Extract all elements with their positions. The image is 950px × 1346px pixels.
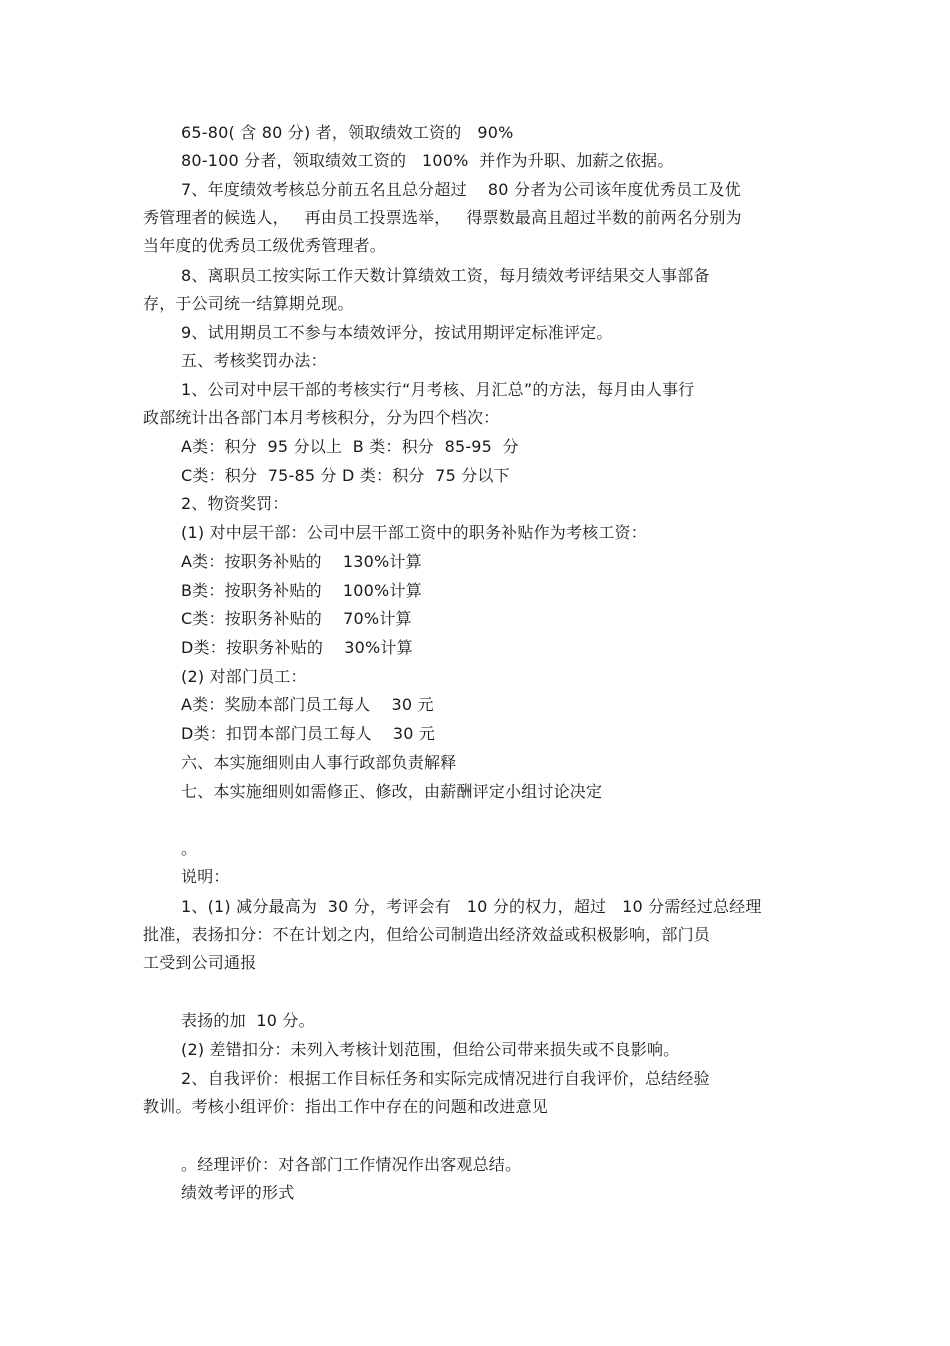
text-line: 说明： <box>181 867 230 886</box>
section-heading: 六、本实施细则由人事行政部负责解释 <box>181 753 457 772</box>
text-line: (2) 差错扣分：未列入考核计划范围，但给公司带来损失或不良影响。 <box>181 1040 680 1059</box>
text-line: B类：按职务补贴的 100%计算 <box>181 581 422 600</box>
text-line: 80-100 分者，领取绩效工资的 100% 并作为升职、加薪之依据。 <box>181 151 674 170</box>
text-line: (1) 对中层干部：公司中层干部工资中的职务补贴作为考核工资： <box>181 523 647 542</box>
text-line: 批准，表扬扣分：不在计划之内，但给公司制造出经济效益或积极影响，部门员 <box>143 925 711 944</box>
text-line: 65-80( 含 80 分) 者，领取绩效工资的 90% <box>181 123 514 142</box>
text-line: A类：积分 95 分以上 B 类：积分 85-95 分 <box>181 437 519 456</box>
text-line: 秀管理者的候选人， 再由员工投票选举， 得票数最高且超过半数的前两名分别为 <box>143 208 742 227</box>
text-line: 7、年度绩效考核总分前五名且总分超过 80 分者为公司该年度优秀员工及优 <box>181 180 741 199</box>
text-line: 存，于公司统一结算期兑现。 <box>143 294 354 313</box>
text-line: D类：扣罚本部门员工每人 30 元 <box>181 724 436 743</box>
text-line: 1、公司对中层干部的考核实行“月考核、月汇总”的方法，每月由人事行 <box>181 380 695 399</box>
text-line: 2、物资奖罚： <box>181 494 289 513</box>
text-line: C类：按职务补贴的 70%计算 <box>181 609 412 628</box>
text-line: A类：按职务补贴的 130%计算 <box>181 552 422 571</box>
text-line: 。经理评价：对各部门工作情况作出客观总结。 <box>181 1155 522 1174</box>
text-line: 政部统计出各部门本月考核积分，分为四个档次： <box>143 408 500 427</box>
section-heading: 七、本实施细则如需修正、修改，由薪酬评定小组讨论决定 <box>181 782 603 801</box>
text-line: 9、试用期员工不参与本绩效评分，按试用期评定标准评定。 <box>181 323 613 342</box>
text-line: 表扬的加 10 分。 <box>181 1011 315 1030</box>
text-line: A类：奖励本部门员工每人 30 元 <box>181 695 434 714</box>
text-line: 8、离职员工按实际工作天数计算绩效工资，每月绩效考评结果交人事部备 <box>181 266 710 285</box>
text-line: (2) 对部门员工： <box>181 667 307 686</box>
text-line: 2、自我评价：根据工作目标任务和实际完成情况进行自我评价，总结经验 <box>181 1069 710 1088</box>
text-line: 工受到公司通报 <box>143 953 257 972</box>
text-line: D类：按职务补贴的 30%计算 <box>181 638 413 657</box>
section-heading: 五、考核奖罚办法： <box>181 351 327 370</box>
text-line: 当年度的优秀员工级优秀管理者。 <box>143 236 387 255</box>
text-line: 教训。考核小组评价：指出工作中存在的问题和改进意见 <box>143 1097 549 1116</box>
text-line: 。 <box>181 839 198 858</box>
text-line: 绩效考评的形式 <box>181 1183 295 1202</box>
text-line: C类：积分 75-85 分 D 类：积分 75 分以下 <box>181 466 510 485</box>
text-line: 1、(1) 减分最高为 30 分，考评会有 10 分的权力，超过 10 分需经过总经理 <box>181 897 762 916</box>
